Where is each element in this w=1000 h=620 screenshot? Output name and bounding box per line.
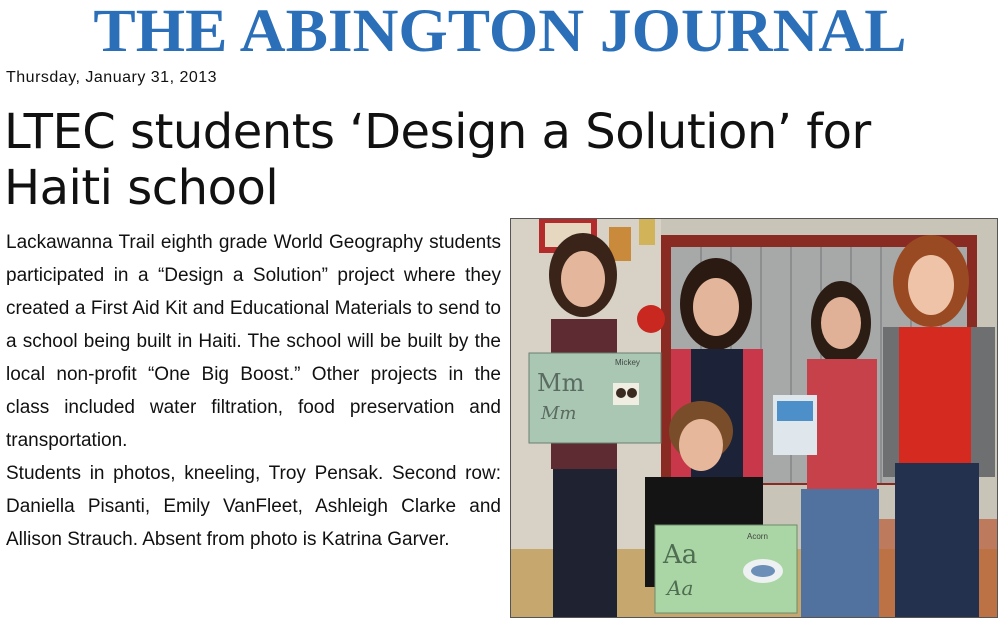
article-headline: LTEC students ‘Design a Solution’ for Haiti school [4,104,871,216]
article-paragraph: Lackawanna Trail eighth grade World Geography students participated in a “Design a Solution” project where they created a First Aid Kit and Educational Materials to send to a school being built in Haiti. The school will be built by the local non-profit “One Big Boost.” Other projects in the class included water filtration, food preservation and transportation. [6,232,501,451]
article-paragraph: Students in photos, kneeling, Troy Pensak. Second row: Daniella Pisanti, Emily VanFleet, Ashleigh Clarke and Allison Strauch. Absent from photo is Katrina Garver. [6,463,501,550]
article-body [6,226,501,556]
sign-left-script: Mm [541,403,577,424]
article-photo [510,218,998,618]
sign-front-script: Aa [667,576,694,600]
sign-front-caption: Acorn [747,532,768,541]
sign-left-letters: Mm [537,369,585,397]
article-date: Thursday, January 31, 2013 [6,69,218,86]
masthead-title: THE ABINGTON JOURNAL [93,0,907,65]
sign-left-caption: Mickey [615,358,640,367]
sign-front-letters: Aa [663,540,698,570]
photo-illustration [511,219,997,617]
